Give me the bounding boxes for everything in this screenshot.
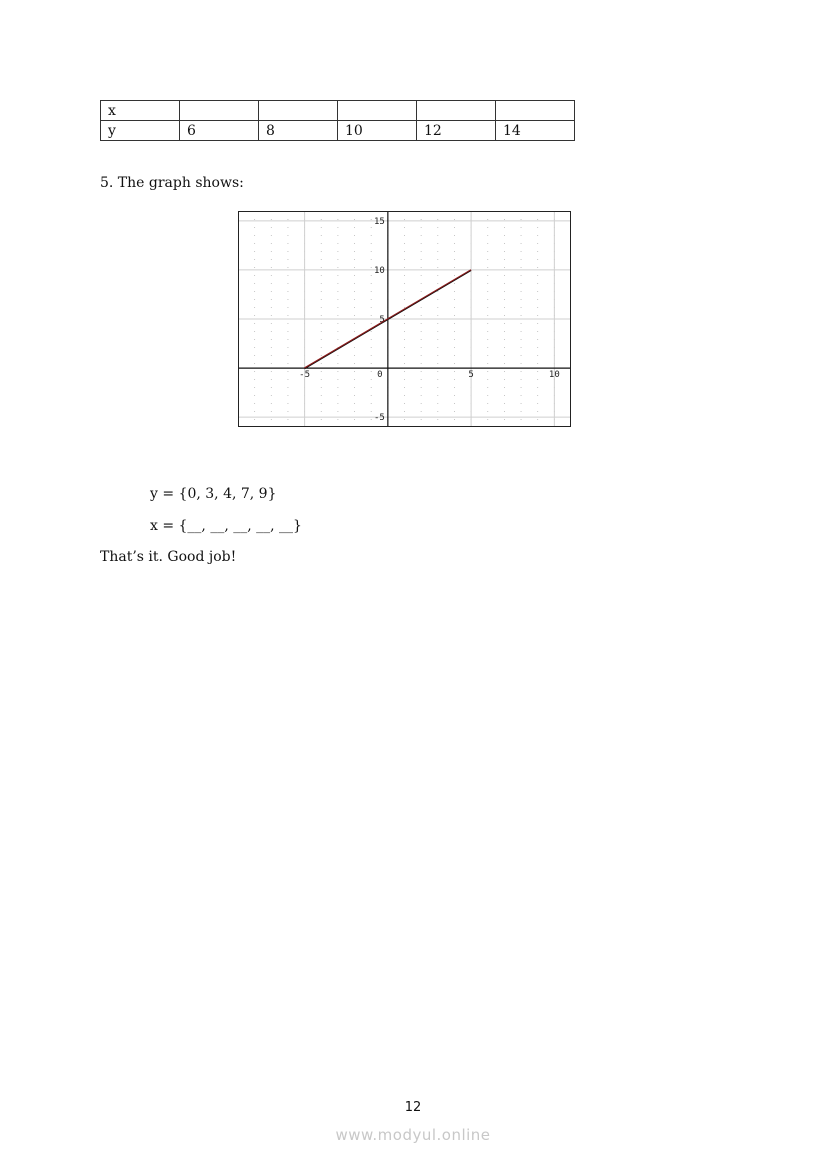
table-header-x: x	[101, 101, 180, 121]
page-number: 12	[404, 1100, 422, 1115]
closing-text: That’s it. Good job!	[100, 549, 237, 565]
table-row-x	[101, 101, 575, 121]
tick-labels	[299, 217, 560, 423]
x-tick-label: -5	[299, 370, 311, 381]
y-tick-label: -5	[374, 413, 385, 424]
table-cell-y: 8	[259, 121, 338, 141]
table-cell-x	[338, 101, 417, 121]
table-header-y: y	[101, 121, 180, 141]
x-set: x = {__, __, __, __, __}	[150, 518, 302, 534]
x-tick-label: 10	[548, 370, 560, 381]
x-tick-label: 0	[377, 370, 383, 381]
table-cell-y: 12	[417, 121, 496, 141]
line-graph	[238, 211, 571, 427]
y-tick-label: 15	[374, 216, 385, 227]
xy-table	[100, 100, 575, 141]
y-set: y = {0, 3, 4, 7, 9}	[150, 486, 277, 502]
y-tick-label: 5	[379, 315, 385, 325]
y-tick-label: 10	[374, 265, 385, 276]
table-cell-y: 6	[180, 121, 259, 141]
table-row-y	[101, 121, 575, 141]
footer-watermark: www.modyul.online	[335, 1126, 491, 1144]
table-cell-x	[417, 101, 496, 121]
table-cell-x	[180, 101, 259, 121]
table-cell-x	[259, 101, 338, 121]
x-tick-label: 5	[468, 370, 474, 381]
table-cell-x	[496, 101, 575, 121]
table-cell-y: 10	[338, 121, 417, 141]
question-title: 5. The graph shows:	[100, 175, 244, 191]
table-cell-y: 14	[496, 121, 575, 141]
